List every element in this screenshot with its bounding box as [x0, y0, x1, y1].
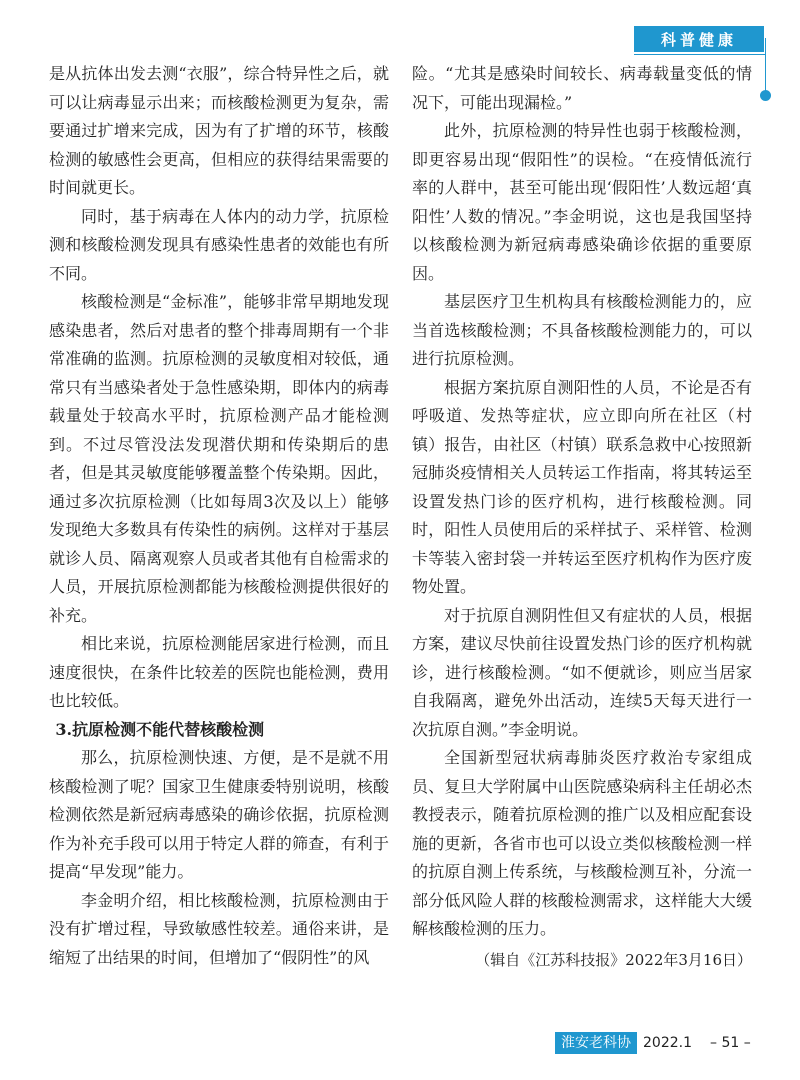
paragraph: 根据方案抗原自测阳性的人员，不论是否有呼吸道、发热等症状，应立即向所在社区（村镇）报告，由社区（村镇）联系急救中心按照新冠肺炎疫情相关人员转运工作指南，将其转运至设置发热门诊的医疗机构，进行核酸检测。同时，阳性人员使用后的采样拭子、采样管、检测卡等装入密封袋一并转运至医疗机构作为医疗废物处置。 [412, 377, 752, 596]
page-number: – 51 – [710, 1035, 751, 1051]
paragraph: 对于抗原自测阴性但又有症状的人员，根据方案，建议尽快前往设置发热门诊的医疗机构就诊，进行核酸检测。“如不便就诊，则应当居家自我隔离，避免外出活动，连续5天每天进行一次抗原自测。”李金明说。 [412, 605, 752, 739]
side-rule [765, 38, 766, 93]
issue-number: 2022.1 [643, 1035, 692, 1051]
section-heading: 3.抗原检测不能代替核酸检测 [55, 719, 265, 739]
right-column [412, 60, 752, 974]
left-column [49, 60, 389, 972]
paragraph: 基层医疗卫生机构具有核酸检测能力的，应当首选核酸检测；不具备核酸检测能力的，可以进行抗原检测。 [412, 292, 752, 368]
paragraph: 核酸检测是“金标准”，能够非常早期地发现感染患者，然后对患者的整个排毒周期有一个非常准确的监测。抗原检测的灵敏度相对较低，通常只有当感染者处于急性感染期，即体内的病毒载量处于较高水平时，抗原检测产品才能检测到。不过尽管没法发现潜伏期和传染期后的患者，但是其灵敏度能够覆盖整个传染期。因此，通过多次抗原检测（比如每周3次及以上）能够发现绝大多数具有传染性的病例。这样对于基层就诊人员、隔离观察人员或者其他有自检需求的人员，开展抗原检测都能为核酸检测提供很好的补充。 [49, 292, 389, 625]
paragraph: 险。“尤其是感染时间较长、病毒载量变低的情况下，可能出现漏检。” [412, 64, 752, 112]
paragraph: 同时，基于病毒在人体内的动力学，抗原检测和核酸检测发现具有感染性患者的效能也有所不同。 [49, 206, 389, 283]
magazine-name: 淮安老科协 [555, 1032, 637, 1054]
source-citation: （辑自《江苏科技报》2022年3月16日） [475, 950, 752, 969]
paragraph: 此外，抗原检测的特异性也弱于核酸检测，即更容易出现“假阳性”的误检。“在疫情低流行率的人群中，甚至可能出现‘假阳性’人数远超‘真阳性’人数的情况。”李金明说，这也是我国坚持以核酸检测为新冠病毒感染确诊依据的重要原因。 [412, 121, 752, 283]
paragraph: 是从抗体出发去测“衣服”，综合特异性之后，就可以让病毒显示出来；而核酸检测更为复杂，需要通过扩增来完成，因为有了扩增的环节，核酸检测的敏感性会更高，但相应的获得结果需要的时间就更长。 [49, 64, 389, 197]
section-badge: 科普健康 [634, 26, 764, 52]
header-rule [634, 54, 766, 55]
rule-dot [760, 90, 771, 101]
paragraph: 那么，抗原检测快速、方便，是不是就不用核酸检测了呢？国家卫生健康委特别说明，核酸检测依然是新冠病毒感染的确诊依据，抗原检测作为补充手段可以用于特定人群的筛查，有利于提高“早发现”能力。 [49, 748, 389, 881]
paragraph: 李金明介绍，相比核酸检测，抗原检测由于没有扩增过程，导致敏感性较差。通俗来讲，是缩短了出结果的时间，但增加了“假阴性”的风 [49, 890, 389, 967]
paragraph: 全国新型冠状病毒肺炎医疗救治专家组成员、复旦大学附属中山医院感染病科主任胡必杰教授表示，随着抗原检测的推广以及相应配套设施的更新，各省市也可以设立类似核酸检测一样的抗原自测上传系统，与核酸检测互补，分流一部分低风险人群的核酸检测需求，这样能大大缓解核酸检测的压力。 [412, 748, 752, 938]
paragraph: 相比来说，抗原检测能居家进行检测，而且速度很快，在条件比较差的医院也能检测，费用也比较低。 [49, 634, 389, 710]
page-footer [555, 1032, 751, 1054]
